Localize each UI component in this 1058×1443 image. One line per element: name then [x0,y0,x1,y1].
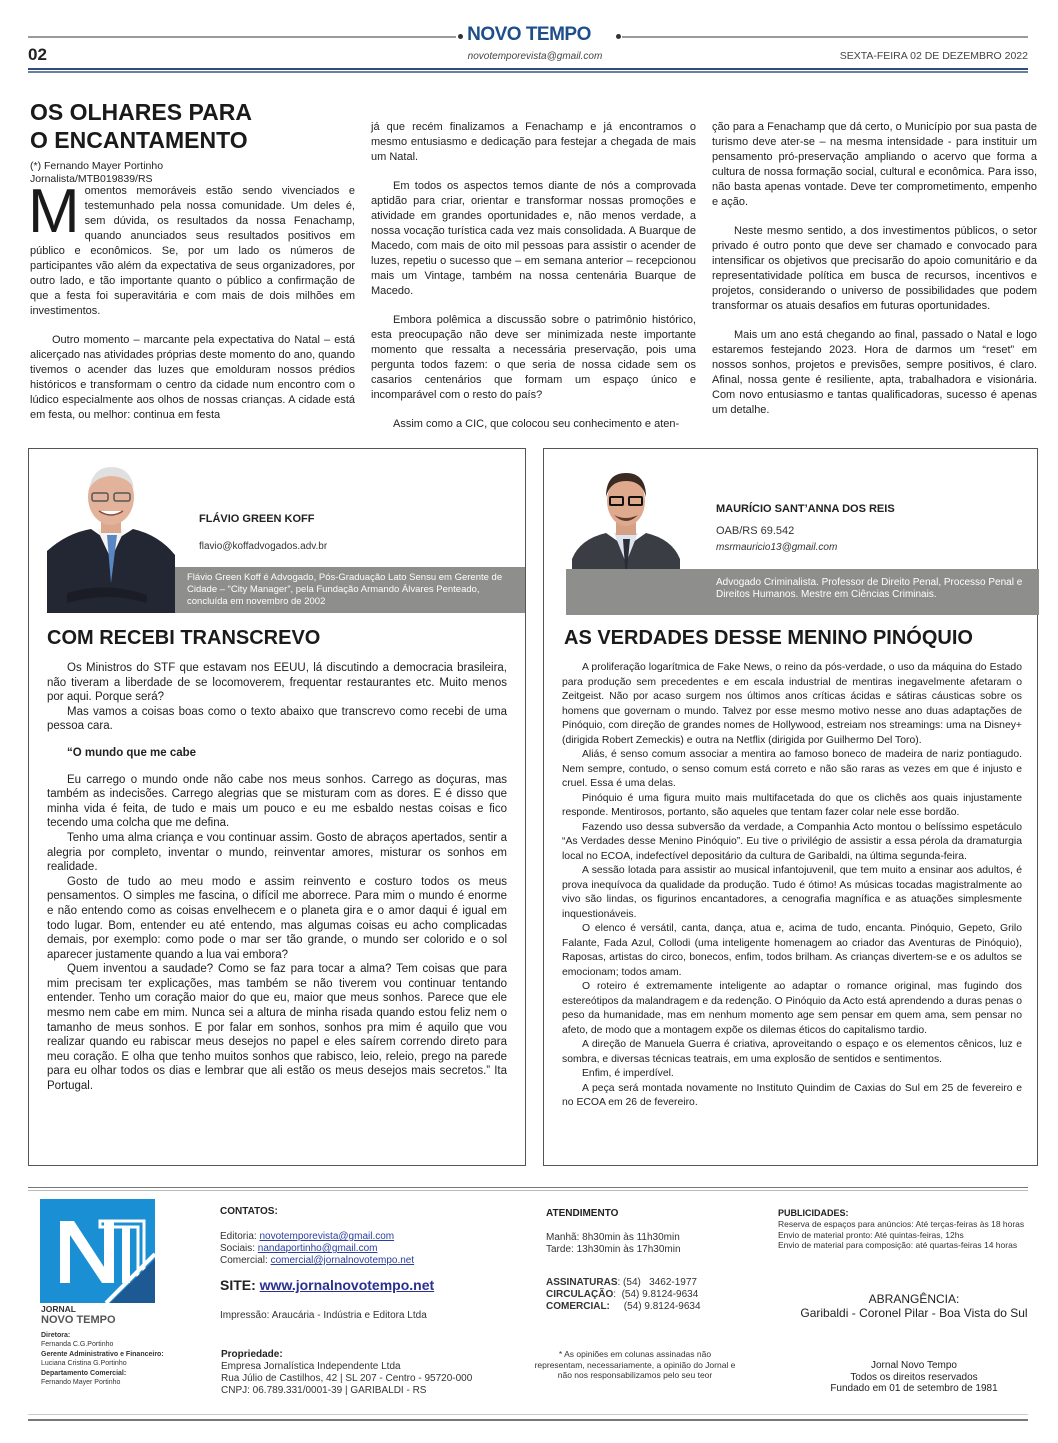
phone-sep: : [617,1277,624,1288]
author-email[interactable]: flavio@koffadvogados.adv.br [199,541,328,552]
staff-entry [41,1332,211,1349]
article-title-line2: O ENCANTAMENTO [30,127,248,153]
footer-top-rule [28,1187,1028,1191]
contact-label: Editoria: [220,1231,260,1242]
logo-name: NOVO TEMPO [41,1314,116,1326]
author-email[interactable]: msrmauricio13@gmail.com [716,542,838,553]
propriedade [221,1349,472,1397]
rights-line: Todos os direitos reservados [850,1371,978,1383]
phone-sep: : [613,1289,622,1300]
article-paragraph: Neste mesmo sentido, a dos investimentos públicos, o setor privado é outro ponto que deve ser chamado e convocado para intensificar os objetivos que precisarão do apoio comunitário e da representatividade política em busca de recursos, incentivos e projetos, considerando o universo de possibilidades que podem transformar os atuais desafios em futuras oportunidades. [712,225,1037,312]
quote-title: “O mundo que me cabe [67,746,197,759]
site-line [220,1277,434,1294]
staff-name: Luciana Cristina G.Portinho [41,1359,127,1367]
byline-role: Jornalista/MTB019839/RS [30,173,153,185]
column-paragraph: Gosto de tudo ao meu modo e assim reinvento e costuro todos os meus pensamentos. O simples me fascina, o difícil me aborrece. Para mim o mundo é enorme e não entendo como as coisas envelhecem e o planeta gira e o amor daqui é igual em todo lugar. Bom, entender eu até entendo, mas algumas coisas eu acho complicadas demais, por exemplo: como pode o mar ser tão grande, o mundo ser colorido e o sol aparecer justamente quando a lua vai embora? [47,875,507,961]
nt-logo-icon [40,1199,155,1303]
contact-comercial [220,1255,414,1267]
column-body [47,661,507,1094]
column-title: AS VERDADES DESSE MENINO PINÓQUIO [564,627,973,649]
publicidades-line: Envio de material para composição: até quartas-feiras 14 horas [778,1240,1018,1250]
contact-link[interactable]: comercial@jornalnovotempo.net [270,1255,415,1266]
page-number: 02 [28,45,47,64]
column-paragraph: Mas vamos a coisas boas como o texto abaixo que transcrevo como recebi de uma pessoa cara. [47,705,507,733]
article-paragraph: Mais um ano está chegando ao final, passado o Natal e logo estaremos festejando 2023. Hora de darmos um “reset” em nossos sonhos, projetos e previsões, sempre positivos, é claro. Afinal, nossa gente é resiliente, apta, trabalhadora e visionária. Com novo entusiasmo e tantas qualificadoras, sucesso é apenas um detalhe. [712,329,1037,416]
phone-comercial [546,1301,701,1313]
publicidades [778,1208,1024,1251]
header-date: SEXTA-FEIRA 02 DE DEZEMBRO 2022 [839,50,1028,62]
staff-name: Fernanda C.G.Portinho [41,1340,114,1348]
header-email[interactable]: novotemporevista@gmail.com [467,51,603,62]
column-paragraph: Enfim, é imperdível. [582,1068,674,1079]
article-paragraph: Outro momento – marcante pela expectativa do Natal – está alicerçado nas atividades próprias deste momento do ano, quando tivemos o acender das luzes que emolduram nossos prédios históricos e transformam o centro da cidade num encontro com o lúdico especialmente aos olhos de nossas crianças. A cidade está em festa, ou melhor: continua em festa [30,334,355,421]
drop-cap: M [28,177,80,246]
contact-editoria [220,1231,414,1243]
phone-value: (54) 3462-1977 [623,1277,697,1288]
contact-link[interactable]: novotemporevista@gmail.com [259,1231,395,1242]
publicidades-line: Reserva de espaços para anúncios: Até terças-feiras às 18 horas [778,1219,1025,1229]
column-paragraph: Tenho uma alma criança e vou continuar assim. Gosto de abraços apertados, sentir a alegria por completo, inventar o mundo, reinventar amores, misturar os sonhos em realidade. [47,831,507,874]
atendimento-line: Tarde: 13h30min às 17h30min [546,1244,681,1255]
article-column-3 [712,120,1037,418]
column-paragraph: A direção de Manuela Guerra é criativa, aproveitando o espaço e os elementos cênicos, luz e sombra, e diversas técnicas teatrais, em uma explosão de sentidos e sentimentos. [562,1039,1022,1065]
staff-list [41,1332,211,1390]
article-paragraph: ção para a Fenachamp que dá certo, o Município por sua pasta de turismo deve ater-se – na mesma intensidade - para instituir um pensamento pró-preservação ampliando o acervo que forma a cultura de nossa formação social, cultural e econômica. Para isso, não basta apenas vontade. Deve ter comprometimento, empenho e ação. [712,121,1037,208]
contact-label: Comercial: [220,1255,271,1266]
article-paragraph: Embora polêmica a discussão sobre o patrimônio histórico, esta preocupação não deve ser minimizada neste importante momento que ressalta a necessária preservação, pois uma pergunta todos fazem: o que seria de nossa cidade sem os casarios centenários que formam um espaço único e incomparável com o resto do país? [371,314,696,401]
contact-sociais [220,1243,414,1255]
propriedade-line: Rua Júlio de Castilhos, 42 | SL 207 - Centro - 95720-000 [221,1373,473,1384]
publicidades-heading: PUBLICIDADES: [778,1208,849,1218]
rights [770,1360,1058,1395]
staff-role: Departamento Comercial: [41,1370,127,1378]
phone-list [546,1277,701,1313]
column-paragraph: A peça será montada novamente no Instituto Quindim de Caxias do Sul em 25 de fevereiro e no ECOA em 26 de fevereiro. [562,1082,1022,1108]
contacts-list [220,1231,414,1267]
staff-name: Fernando Mayer Portinho [41,1378,121,1386]
author-bio: Advogado Criminalista. Professor de Direito Penal, Processo Penal e Direitos Humanos. Mestre em Ciências Criminais. [566,569,1039,615]
author-portrait-icon [47,463,175,613]
phone-sep [610,1301,624,1312]
phone-assinaturas [546,1277,701,1289]
impressao: Impressão: Araucária - Indústria e Editora Ltda [220,1310,427,1321]
phone-label: ASSINATURAS [546,1277,618,1288]
site-label: SITE: [220,1277,260,1293]
article-title [30,98,350,154]
author-name: MAURÍCIO SANT’ANNA DOS REIS [716,503,895,515]
article-column-2 [371,120,696,432]
abrangencia [770,1292,1058,1320]
staff-entry [41,1370,211,1387]
phone-label: CIRCULAÇÃO [546,1289,614,1300]
column-paragraph: Quem inventou a saudade? Como se faz para tocar a alma? Tem coisas que para mim precisam ter explicações, mas também se não tiverem vou continuar tentando entender. Tenho um coração maior do que eu, maior que meus sonhos. Parece que ele mesmo nem cabe em mim. Nunca sei a altura de minha risada quando estou feliz nem o tamanho de meus sonhos. E por falar em sonhos, sonhos pra mim é aquilo que vou realizar quando eu rabiscar meus desejos no papel e eles saírem correndo direto para meu coração. E olha que tenho muitos sonhos que rabisco, leio, releio, prego na parede para eu olhar todos os dias e lembrar que ali estão os meus desejos mais secretos.” Ita Portugal. [47,963,507,1093]
contact-link[interactable]: nandaportinho@gmail.com [257,1243,378,1254]
propriedade-line: Empresa Jornalística Independente Ltda [221,1361,401,1372]
column-paragraph: Os Ministros do STF que estavam nos EEUU, lá discutindo a democracia brasileira, não tiveram a liberdade de se locomoverem, frequentar restaurantes etc. Muito menos por aqui. Porque será? [47,662,507,704]
column-body [562,661,1022,1111]
column-paragraph: Fazendo uso dessa subversão da verdade, a Companhia Acto montou o belíssimo espetáculo “As Verdades desse Menino Pinóquio”. Eu tive o privilégio de assistir a essa pérola da dramaturgia local no ECOA, indefectível depositário da cultura de Garibaldi, na última segunda-feira. [562,821,1022,862]
article-paragraph: Em todos os aspectos temos diante de nós a comprovada aptidão para criar, orientar e transformar nossas promoções e atividade em grandes oportunidades e, não menos verdade, a nossa vocação turística cada vez mais consolidada. A Buarque de Macedo, com mais de oito mil pessoas para assistir o acender de luzes, repetiu o sucesso que – em semana anterior – recepcionou mais um Vintage, também na nossa centenária Buarque de Macedo. [371,180,696,297]
rights-line: Fundado em 01 de setembro de 1981 [830,1383,998,1394]
publicidades-line: Envio de material pronto: Até quintas-feiras, 12hs [778,1229,964,1240]
logo-jornal-label: JORNAL [41,1304,76,1314]
staff-role: Diretora: [41,1332,71,1339]
staff-role: Gerente Administrativo e Financeiro: [41,1351,164,1359]
contacts-heading: CONTATOS: [220,1206,278,1217]
newspaper-logo [40,1199,155,1303]
column-paragraph: A proliferação logarítmica de Fake News, o reino da pós-verdade, o uso da máquina do Estado para produção sem precedentes e em escala industrial de mentiras inegavelmente afetaram o Zeitgeist. Não por acaso surgem nos últimos anos críticas ácidas e sátiras cáusticas sobre os homens que governam o mundo. Talvez por esse mesmo motivo nesse ano duas adaptações de Pinóquio, com direção de grandes nomes de Hollywood, estreiam nos streamings: uma na Disney+ (dirigida Robert Zemeckis) e outra na Netflix (dirigida por Guilhermo Del Toro). [562,662,1022,746]
propriedade-heading: Propriedade: [221,1349,283,1360]
atendimento-hours [546,1232,681,1256]
author-oab: OAB/RS 69.542 [716,525,795,537]
phone-circulacao [546,1289,701,1301]
disclaimer-line: * As opiniões em colunas assinadas não [558,1349,712,1359]
footer-bottom-rule [28,1414,1028,1421]
article-paragraph-text: omentos memoráveis estão sendo vivenciados e testemunhado pela nossa comunidade. Um deles é, sem dúvida, os resultados da nossa Fenachamp, quando anunciados seus resultados positivos em público e econômicos. Se, por um lado os números de participantes vão além da expectativa de seus organizadores, por outro lado, e tão importante quanto o público a confirmação de que a festa foi superavitária e com mais de dois milhões em investimentos. [30,185,355,317]
column-paragraph: Eu carrego o mundo onde não cabe nos meus sonhos. Carrego as doçuras, mas também as indecisões. Carrego alegrias que se misturam com as dores. E é disso que minha vida é feita, de tudo e mais um pouco e eu me esbaldo nestas coisas e fico tecendo uma colcha que me defina. [47,773,507,830]
propriedade-line: CNPJ: 06.789.331/0001-39 | GARIBALDI - RS [221,1385,427,1396]
column-paragraph: O elenco é versátil, canta, dança, atua e, acima de tudo, encanta. Pinóquio, Gepeto, Grilo Falante, Fada Azul, Collodi (uma inteligente homenagem ao criador das Aventuras de Pinóquio), Raposas, artistas do circo, bonecos, enfim, todos brilham. As crianças divertem-se e os adultos se emocionam; todos amam. [562,923,1022,978]
abrangencia-heading: ABRANGÊNCIA: [868,1292,960,1306]
article-title-line1: OS OLHARES PARA [30,99,252,125]
author-bio: Flávio Green Koff é Advogado, Pós-Graduação Lato Sensu em Gerente de Cidade – “City Manager”, pela Fundação Armando Álvares Penteado, concluída em novembro de 2002 [175,567,525,613]
header-rule-right [622,36,1028,38]
atendimento-heading: ATENDIMENTO [546,1208,619,1219]
phone-value: (54) 9.8124-9634 [623,1301,701,1312]
column-title: COM RECEBI TRANSCREVO [47,627,321,649]
column-paragraph: A sessão lotada para assistir ao musical infantojuvenil, que tem muito a ensinar aos adultos, é prova inequívoca da qualidade da produção. Tudo é ótimo! As músicas tocadas magistralmente ao vivo são lindas, os figurinos encantadores, a cenografia magnífica e as atuações simplesmente inquestionáveis. [562,865,1022,920]
header-dot-right [616,34,621,39]
disclaimer [505,1349,765,1381]
contact-label: Sociais: [220,1243,258,1254]
abrangencia-value: Garibaldi - Coronel Pilar - Boa Vista do Sul [800,1306,1028,1320]
atendimento-line: Manhã: 8h30min às 11h30min [546,1232,680,1243]
column-paragraph: Pinóquio é uma figura muito mais multifacetada do que os clichês aos quais injustamente responde. Mentirosos, portanto, são aqueles que tentam fazer colar nele esse bordão. [562,792,1022,818]
site-link[interactable]: www.jornalnovotempo.net [259,1277,435,1293]
article-paragraph: Assim como a CIC, que colocou seu conhecimento e aten- [393,418,680,430]
phone-label: COMERCIAL: [546,1301,610,1312]
header-double-rule [28,68,1028,73]
author-photo-koff [47,463,175,613]
header-rule-left [28,36,456,38]
disclaimer-line: representam, necessariamente, a opinião do Jornal e [534,1359,736,1370]
opinion-box-koff [28,448,526,1166]
author-name: FLÁVIO GREEN KOFF [199,513,315,525]
column-paragraph: Aliás, é senso comum associar a mentira ao famoso boneco de madeira de nariz pontiagudo. Nem sempre, contudo, o senso comum está correto e não são raras as vezes em que é injusto e cruel. Essa é uma delas. [562,749,1022,789]
staff-entry [41,1351,211,1368]
byline-author: (*) Fernando Mayer Portinho [30,160,164,172]
disclaimer-line: não nos responsabilizamos pelo seu teor [557,1370,713,1380]
masthead: NOVO TEMPO [467,24,591,45]
opinion-box-reis [543,448,1038,1166]
phone-value: (54) 9.8124-9634 [621,1289,699,1300]
article-paragraph: já que recém finalizamos a Fenachamp e já encontramos o mesmo entusiasmo e dedicação para festejar a chegada de mais um Natal. [371,121,696,163]
rights-line: Jornal Novo Tempo [871,1360,957,1371]
column-paragraph: O roteiro é extremamente inteligente ao adaptar o romance original, mas fugindo dos estereótipos da malandragem e da redenção. O Pinóquio da Acto está aprendendo a duras penas o peso da humanidade, mas em nenhum momento age sem pensar em quem ama, sem pensar no afeto, de modo que a montagem expõe os dilemas éticos do capitalismo tardio. [562,981,1022,1036]
